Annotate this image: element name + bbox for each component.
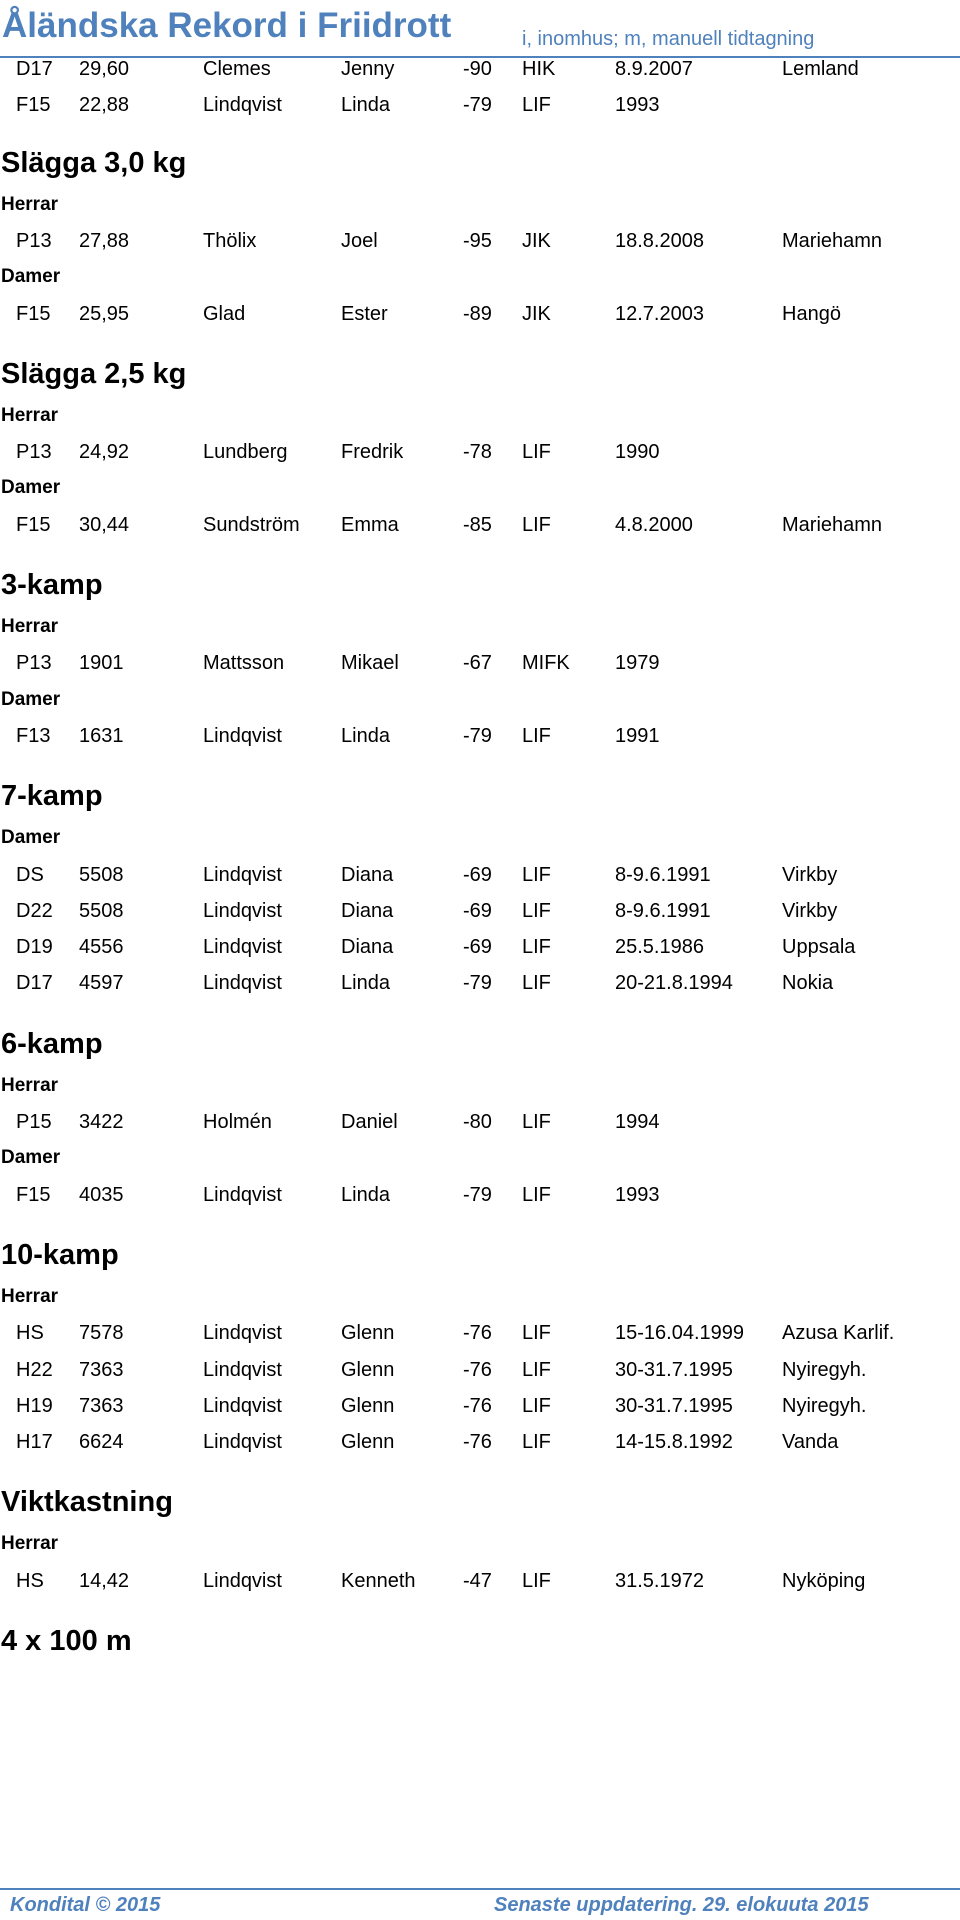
footer-divider <box>0 1888 960 1890</box>
row-place: Virkby <box>782 899 838 922</box>
row-lastname: Sundström <box>203 513 300 536</box>
row-result: 7363 <box>79 1394 124 1417</box>
page-footer <box>0 1888 960 1920</box>
row-date: 31.5.1972 <box>615 1569 704 1592</box>
row-result: 25,95 <box>79 302 130 325</box>
row-class: F15 <box>16 1183 51 1206</box>
row-lastname: Thölix <box>203 229 257 252</box>
row-firstname: Ester <box>341 302 388 325</box>
row-lastname: Glad <box>203 302 246 325</box>
row-lastname: Lindqvist <box>203 1183 282 1206</box>
table-row <box>0 514 960 550</box>
row-date: 18.8.2008 <box>615 229 704 252</box>
row-result: 7363 <box>79 1358 124 1381</box>
section-title: 10-kamp <box>1 1238 119 1271</box>
row-place: Nokia <box>782 972 834 995</box>
row-club: LIF <box>522 1183 551 1206</box>
row-result: 1631 <box>79 724 124 747</box>
row-firstname: Linda <box>341 724 390 747</box>
page-title: Åländska Rekord i Friidrott <box>2 6 452 45</box>
row-result: 30,44 <box>79 513 130 536</box>
row-club: LIF <box>522 724 551 747</box>
row-date: 12.7.2003 <box>615 302 704 325</box>
row-birthyear: -76 <box>463 1322 492 1345</box>
row-date: 8.9.2007 <box>615 58 693 80</box>
row-place: Mariehamn <box>782 513 883 536</box>
row-lastname: Clemes <box>203 58 271 80</box>
row-result: 4597 <box>79 972 124 995</box>
row-club: LIF <box>522 899 551 922</box>
row-birthyear: -69 <box>463 899 492 922</box>
row-lastname: Lindqvist <box>203 94 282 117</box>
gender-label: Herrar <box>1 1074 59 1096</box>
gender-label: Herrar <box>1 1533 59 1555</box>
row-club: LIF <box>522 94 551 117</box>
table-row <box>0 441 960 477</box>
row-place: Mariehamn <box>782 229 883 252</box>
row-date: 1979 <box>615 652 660 675</box>
row-birthyear: -79 <box>463 724 492 747</box>
row-date: 4.8.2000 <box>615 513 693 536</box>
row-birthyear: -90 <box>463 58 492 80</box>
row-firstname: Fredrik <box>341 441 404 464</box>
row-date: 1993 <box>615 94 660 117</box>
row-class: F13 <box>16 724 51 747</box>
row-firstname: Glenn <box>341 1394 395 1417</box>
row-result: 7578 <box>79 1322 124 1345</box>
row-firstname: Diana <box>341 899 394 922</box>
row-firstname: Linda <box>341 1183 390 1206</box>
row-lastname: Lindqvist <box>203 1322 282 1345</box>
row-place: Vanda <box>782 1431 839 1454</box>
row-club: JIK <box>522 229 551 252</box>
gender-label: Herrar <box>1 616 59 637</box>
row-birthyear: -76 <box>463 1394 492 1417</box>
section-title: 6-kamp <box>1 1027 103 1060</box>
row-place: Virkby <box>782 863 838 886</box>
table-row <box>0 1570 960 1606</box>
row-date: 8-9.6.1991 <box>615 863 711 886</box>
row-class: P13 <box>16 441 52 464</box>
table-row <box>0 725 960 761</box>
row-class: F15 <box>16 94 51 117</box>
section-title: 7-kamp <box>1 780 103 813</box>
row-date: 30-31.7.1995 <box>615 1358 733 1381</box>
row-result: 1901 <box>79 652 124 675</box>
section-title: Slägga 3,0 kg <box>1 146 187 179</box>
row-class: H19 <box>16 1394 53 1417</box>
gender-label: Damer <box>1 827 61 849</box>
row-birthyear: -69 <box>463 863 492 886</box>
row-firstname: Joel <box>341 229 378 252</box>
row-firstname: Daniel <box>341 1111 398 1133</box>
row-club: LIF <box>522 1569 551 1592</box>
row-place: Azusa Karlif. <box>782 1322 895 1345</box>
row-result: 6624 <box>79 1431 124 1454</box>
row-club: HIK <box>522 58 556 80</box>
row-date: 30-31.7.1995 <box>615 1394 733 1417</box>
row-class: DS <box>16 863 44 886</box>
section-title: Viktkastning <box>1 1486 173 1519</box>
table-row <box>0 1359 960 1395</box>
row-class: H17 <box>16 1431 53 1454</box>
row-class: P15 <box>16 1111 52 1133</box>
row-club: LIF <box>522 972 551 995</box>
row-place: Lemland <box>782 58 859 80</box>
row-result: 27,88 <box>79 229 130 252</box>
row-birthyear: -89 <box>463 302 492 325</box>
table-row <box>0 1395 960 1431</box>
footer-updated: Senaste uppdatering. 29. elokuuta 2015 <box>494 1894 869 1916</box>
row-birthyear: -79 <box>463 1183 492 1206</box>
row-birthyear: -47 <box>463 1569 492 1592</box>
page-header <box>0 0 960 58</box>
row-birthyear: -79 <box>463 972 492 995</box>
row-date: 25.5.1986 <box>615 936 704 959</box>
row-lastname: Lindqvist <box>203 1569 282 1592</box>
row-place: Nyiregyh. <box>782 1358 867 1381</box>
row-firstname: Linda <box>341 972 390 995</box>
row-firstname: Jenny <box>341 58 395 80</box>
gender-label: Damer <box>1 1147 61 1169</box>
row-birthyear: -76 <box>463 1431 492 1454</box>
row-date: 1993 <box>615 1183 660 1206</box>
table-row <box>0 1184 960 1220</box>
row-result: 5508 <box>79 863 124 886</box>
row-class: HS <box>16 1569 44 1592</box>
row-firstname: Emma <box>341 513 399 536</box>
row-birthyear: -67 <box>463 652 492 675</box>
row-class: F15 <box>16 513 51 536</box>
gender-label: Damer <box>1 477 61 499</box>
row-class: P13 <box>16 229 52 252</box>
row-firstname: Mikael <box>341 652 399 675</box>
row-lastname: Lindqvist <box>203 936 282 959</box>
row-class: HS <box>16 1322 44 1345</box>
row-club: LIF <box>522 1431 551 1454</box>
page-subtitle: i, inomhus; m, manuell tidtagning <box>522 28 815 50</box>
row-lastname: Lindqvist <box>203 899 282 922</box>
row-place: Nyköping <box>782 1569 866 1592</box>
table-row <box>0 58 960 94</box>
row-result: 14,42 <box>79 1569 130 1592</box>
table-row <box>0 230 960 266</box>
row-date: 20-21.8.1994 <box>615 972 733 995</box>
table-row <box>0 972 960 1008</box>
row-date: 8-9.6.1991 <box>615 899 711 922</box>
gender-label: Damer <box>1 688 61 710</box>
row-class: F15 <box>16 302 51 325</box>
gender-label: Herrar <box>1 1285 59 1307</box>
row-place: Nyiregyh. <box>782 1394 867 1417</box>
row-firstname: Diana <box>341 936 394 959</box>
row-place: Hangö <box>782 302 841 325</box>
table-row <box>0 652 960 688</box>
footer-copyright: Kondital © 2015 <box>10 1894 161 1916</box>
gender-label: Herrar <box>1 193 59 215</box>
row-lastname: Lindqvist <box>203 1358 282 1381</box>
row-firstname: Kenneth <box>341 1569 416 1592</box>
row-club: MIFK <box>522 652 570 675</box>
row-club: LIF <box>522 1322 551 1345</box>
gender-label: Damer <box>1 266 61 288</box>
row-place: Uppsala <box>782 936 856 959</box>
row-lastname: Lundberg <box>203 441 288 464</box>
row-club: JIK <box>522 302 551 325</box>
row-class: P13 <box>16 652 52 675</box>
row-result: 3422 <box>79 1111 124 1133</box>
table-row <box>0 1431 960 1467</box>
row-birthyear: -95 <box>463 229 492 252</box>
row-club: LIF <box>522 863 551 886</box>
section-title: 3-kamp <box>1 569 103 601</box>
row-class: D19 <box>16 936 53 959</box>
row-result: 4556 <box>79 936 124 959</box>
section-title: Slägga 2,5 kg <box>1 357 187 390</box>
row-result: 5508 <box>79 899 124 922</box>
row-club: LIF <box>522 513 551 536</box>
row-lastname: Holmén <box>203 1111 272 1133</box>
row-class: D17 <box>16 972 53 995</box>
row-class: D22 <box>16 899 53 922</box>
table-row <box>0 303 960 339</box>
row-result: 22,88 <box>79 94 130 117</box>
table-row <box>0 864 960 900</box>
row-date: 1994 <box>615 1111 660 1133</box>
row-club: LIF <box>522 1358 551 1381</box>
row-date: 15-16.04.1999 <box>615 1322 745 1345</box>
row-birthyear: -79 <box>463 94 492 117</box>
table-row <box>0 900 960 936</box>
row-club: LIF <box>522 1394 551 1417</box>
row-club: LIF <box>522 936 551 959</box>
row-lastname: Lindqvist <box>203 972 282 995</box>
row-class: H22 <box>16 1358 53 1381</box>
row-firstname: Glenn <box>341 1358 395 1381</box>
row-birthyear: -76 <box>463 1358 492 1381</box>
row-lastname: Lindqvist <box>203 1431 282 1454</box>
row-birthyear: -80 <box>463 1111 492 1133</box>
row-result: 24,92 <box>79 441 130 464</box>
row-club: LIF <box>522 441 551 464</box>
row-date: 1990 <box>615 441 660 464</box>
row-birthyear: -69 <box>463 936 492 959</box>
row-result: 29,60 <box>79 58 130 80</box>
row-club: LIF <box>522 1111 551 1133</box>
section-title: 4 x 100 m <box>1 1625 132 1657</box>
row-lastname: Mattsson <box>203 652 285 675</box>
row-lastname: Lindqvist <box>203 724 282 747</box>
table-row <box>0 1111 960 1147</box>
table-row <box>0 94 960 130</box>
row-date: 14-15.8.1992 <box>615 1431 733 1454</box>
row-firstname: Linda <box>341 94 390 117</box>
row-result: 4035 <box>79 1183 124 1206</box>
row-lastname: Lindqvist <box>203 1394 282 1417</box>
table-row <box>0 936 960 972</box>
row-firstname: Glenn <box>341 1431 395 1454</box>
gender-label: Herrar <box>1 404 59 426</box>
row-firstname: Diana <box>341 863 394 886</box>
row-class: D17 <box>16 58 53 80</box>
table-row <box>0 1322 960 1358</box>
row-birthyear: -78 <box>463 441 492 464</box>
row-lastname: Lindqvist <box>203 863 282 886</box>
row-birthyear: -85 <box>463 513 492 536</box>
row-firstname: Glenn <box>341 1322 395 1345</box>
row-date: 1991 <box>615 724 660 747</box>
